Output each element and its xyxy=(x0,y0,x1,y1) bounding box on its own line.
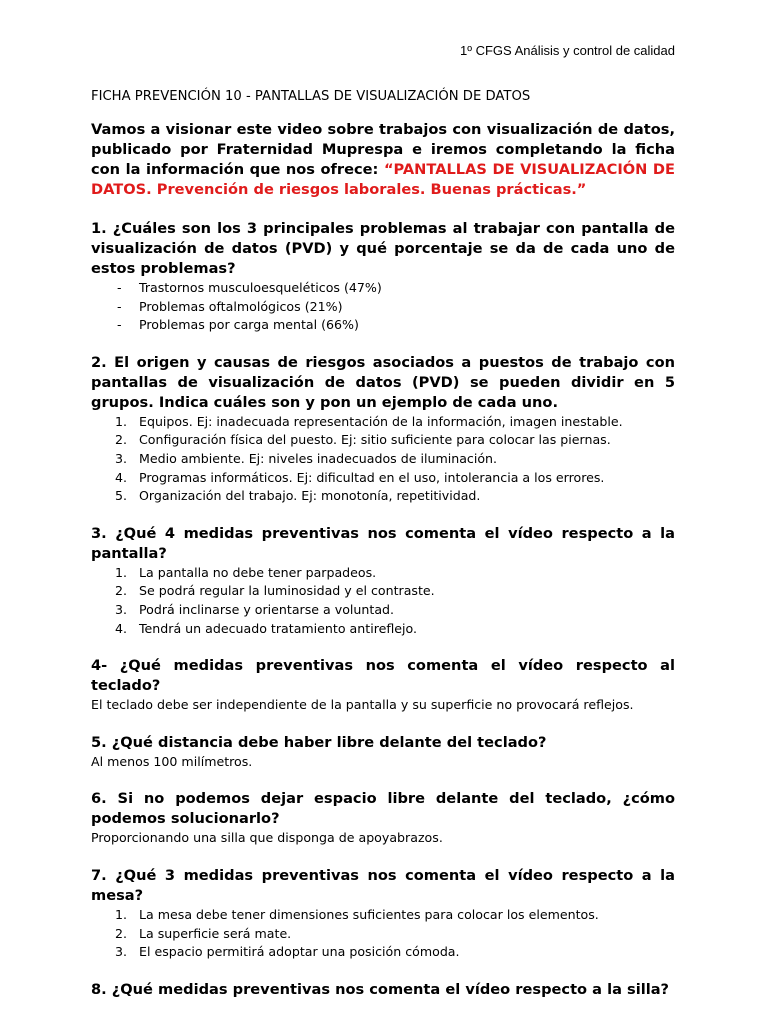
list-marker: 2. xyxy=(115,432,128,448)
question-text: 6. Si no podemos dejar espacio libre delante del teclado, ¿cómo podemos solucionarlo? xyxy=(91,790,675,828)
list-item-text: Programas informáticos. Ej: dificultad en el uso, intolerancia a los errores. xyxy=(139,469,605,485)
list-item xyxy=(91,298,675,317)
list-item-text: La mesa debe tener dimensiones suficientes para colocar los elementos. xyxy=(139,906,599,922)
list-marker: 2. xyxy=(115,583,128,599)
question-8 xyxy=(91,980,675,1000)
question-text: 2. El origen y causas de riesgos asociados a puestos de trabajo con pantallas de visualización de datos (PVD) se pueden dividir en 5 grupos. Indica cuáles son y pon un ejemplo de cada uno. xyxy=(91,353,675,411)
video-title: “PANTALLAS DE VISUALIZACIÓN DE DATOS. Prevención de riesgos laborales. Buenas prácticas.” xyxy=(91,161,675,198)
list-item-text: Trastornos musculoesqueléticos (47%) xyxy=(139,280,382,295)
list-marker: - xyxy=(117,317,122,333)
intro-text: Vamos a visionar este video sobre trabajos con visualización de datos, publicado por Fraternidad Muprespa e iremos completando la ficha con la información que nos ofrece: xyxy=(91,121,675,178)
list-item xyxy=(91,564,675,583)
answer-list xyxy=(91,906,675,962)
question-6 xyxy=(91,789,675,848)
question-2 xyxy=(91,353,675,506)
question-text: 7. ¿Qué 3 medidas preventivas nos comenta el vídeo respecto a la mesa? xyxy=(91,866,675,904)
list-item-text: Problemas oftalmológicos (21%) xyxy=(139,298,343,314)
answer-text: El teclado debe ser independiente de la pantalla y su superficie no provocará reflejos. xyxy=(91,697,634,713)
answer-list xyxy=(91,279,675,335)
answer-list xyxy=(91,413,675,506)
question-3 xyxy=(91,524,675,638)
document-title: FICHA PREVENCIÓN 10 - PANTALLAS DE VISUALIZACIÓN DE DATOS xyxy=(91,89,531,104)
list-marker: 3. xyxy=(115,450,128,466)
list-marker: 3. xyxy=(115,601,128,617)
list-item xyxy=(91,316,675,335)
list-item-text: Problemas por carga mental (66%) xyxy=(139,317,359,333)
answer-list xyxy=(91,564,675,638)
course-header: 1º CFGS Análisis y control de calidad xyxy=(459,43,675,58)
intro-paragraph xyxy=(91,120,675,200)
list-item-text: Tendrá un adecuado tratamiento antireflejo. xyxy=(139,620,418,636)
list-marker: 2. xyxy=(115,925,128,941)
list-item-text: La superficie será mate. xyxy=(139,925,292,941)
list-item-text: Medio ambiente. Ej: niveles inadecuados de iluminación. xyxy=(139,450,498,466)
list-item xyxy=(91,413,675,432)
list-marker: 1. xyxy=(115,906,128,922)
list-marker: 5. xyxy=(115,488,128,504)
list-item xyxy=(91,582,675,601)
list-item-text: El espacio permitirá adoptar una posición cómoda. xyxy=(139,944,460,960)
list-marker: 3. xyxy=(115,944,128,960)
list-item-text: Configuración física del puesto. Ej: sitio suficiente para colocar las piernas. xyxy=(139,432,611,448)
question-text: 5. ¿Qué distancia debe haber libre delante del teclado? xyxy=(91,733,547,751)
list-item-text: Organización del trabajo. Ej: monotonía, repetitividad. xyxy=(139,488,481,504)
list-marker: 1. xyxy=(115,564,128,580)
list-item-text: Equipos. Ej: inadecuada representación de la información, imagen inestable. xyxy=(139,413,623,429)
list-item xyxy=(91,943,675,962)
list-item-text: Se podrá regular la luminosidad y el contraste. xyxy=(139,583,435,599)
answer-text: Al menos 100 milímetros. xyxy=(91,753,253,769)
answer-text: Proporcionando una silla que disponga de apoyabrazos. xyxy=(91,830,443,846)
question-text: 8. ¿Qué medidas preventivas nos comenta el vídeo respecto a la silla? xyxy=(91,980,670,998)
list-item xyxy=(91,279,675,298)
list-marker: - xyxy=(117,298,122,314)
question-7 xyxy=(91,866,675,962)
list-item xyxy=(91,925,675,944)
question-text: 3. ¿Qué 4 medidas preventivas nos comenta el vídeo respecto a la pantalla? xyxy=(91,524,675,562)
question-text: 4- ¿Qué medidas preventivas nos comenta el vídeo respecto al teclado? xyxy=(91,657,675,695)
list-item xyxy=(91,620,675,639)
list-item xyxy=(91,450,675,469)
list-item-text: Podrá inclinarse y orientarse a voluntad. xyxy=(139,601,395,617)
list-item xyxy=(91,469,675,488)
list-item xyxy=(91,431,675,450)
list-marker: 1. xyxy=(115,413,128,429)
question-4 xyxy=(91,656,675,715)
list-marker: 4. xyxy=(115,620,128,636)
list-item xyxy=(91,487,675,506)
list-marker: 4. xyxy=(115,469,128,485)
question-text: 1. ¿Cuáles son los 3 principales problemas al trabajar con pantalla de visualización de datos (PVD) y qué porcentaje se da de cada uno de estos problemas? xyxy=(91,220,675,277)
list-item xyxy=(91,906,675,925)
question-1 xyxy=(91,219,675,335)
list-marker: - xyxy=(117,280,122,295)
document-body xyxy=(91,89,675,1018)
list-item-text: La pantalla no debe tener parpadeos. xyxy=(139,564,377,580)
list-item xyxy=(91,601,675,620)
question-5 xyxy=(91,733,675,772)
